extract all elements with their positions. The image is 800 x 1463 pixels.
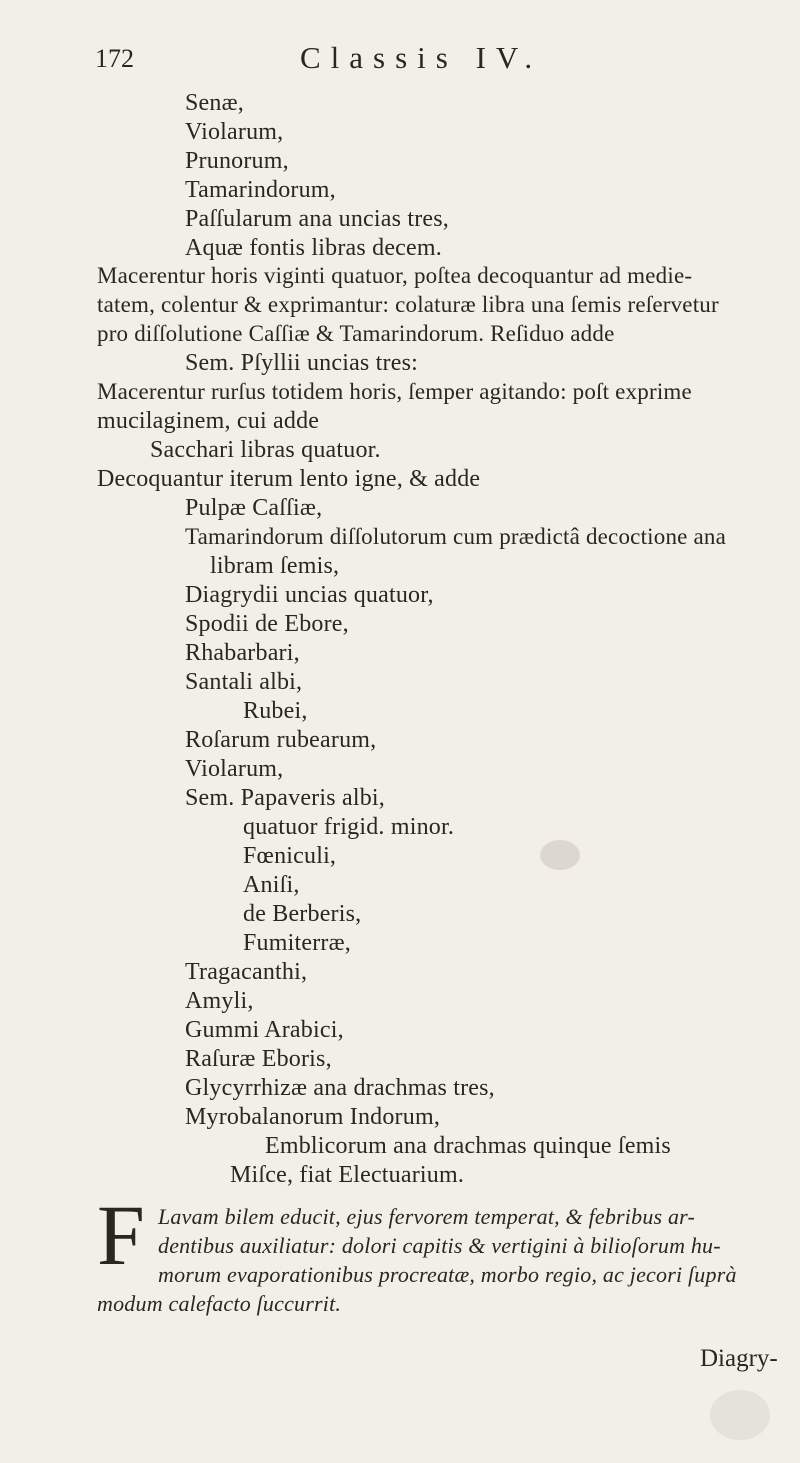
text-line: Tamarindorum, — [185, 177, 336, 203]
text-line: Glycyrrhizæ ana drachmas tres, — [185, 1075, 495, 1101]
text-line: Rhabarbari, — [185, 640, 300, 666]
text-line: Spodii de Ebore, — [185, 611, 349, 637]
catchword: Diagry- — [700, 1345, 778, 1372]
text-line: Sacchari libras quatuor. — [150, 437, 381, 463]
drop-cap: F — [97, 1187, 145, 1283]
paper-stain — [540, 840, 580, 870]
text-line: quatuor frigid. minor. — [243, 814, 455, 840]
text-line: Gummi Arabici, — [185, 1017, 344, 1043]
running-head: Classis IV. — [300, 40, 543, 75]
text-line: Paſſularum ana uncias tres, — [185, 206, 449, 232]
note-line: dentibus auxiliatur: dolori capitis & vertigini à bilioſorum hu- — [158, 1233, 721, 1258]
text-line: pro diſſolutione Caſſiæ & Tamarindorum. Reſiduo adde — [97, 321, 615, 346]
text-line: Sem. Pſyllii uncias tres: — [185, 350, 418, 376]
text-line: de Berberis, — [243, 901, 362, 927]
note-line: Lavam bilem educit, ejus fervorem temperat, & febribus ar- — [158, 1204, 696, 1229]
note-line: modum calefacto ſuccurrit. — [97, 1291, 342, 1316]
text-line: Fumiterræ, — [243, 930, 351, 956]
text-line: Miſce, fiat Electuarium. — [230, 1162, 465, 1188]
text-line: Roſarum rubearum, — [185, 727, 377, 753]
text-line: Amyli, — [185, 988, 254, 1014]
text-line: Senæ, — [185, 90, 245, 116]
text-line: Raſuræ Eboris, — [185, 1046, 332, 1072]
text-line: Fœniculi, — [243, 843, 337, 869]
text-line: Macerentur horis viginti quatuor, poſtea decoquantur ad medie- — [97, 263, 693, 288]
text-line: Sem. Papaveris albi, — [185, 785, 385, 811]
note-line: morum evaporationibus procreatæ, morbo regio, ac jecori ſuprà — [158, 1262, 737, 1287]
text-line: Tragacanthi, — [185, 959, 308, 985]
text-line: tatem, colentur & exprimantur: colaturæ libra una ſemis reſervetur — [97, 292, 719, 317]
text-line: Aniſi, — [243, 872, 300, 898]
text-line: Santali albi, — [185, 669, 303, 695]
text-line: libram ſemis, — [210, 553, 340, 579]
text-line: Rubei, — [243, 698, 308, 724]
page-number: 172 — [95, 44, 134, 73]
text-line: Aquæ fontis libras decem. — [185, 235, 442, 261]
text-line: Tamarindorum diſſolutorum cum prædictâ decoctione ana — [185, 524, 727, 549]
text-line: Prunorum, — [185, 148, 289, 174]
text-line: Diagrydii uncias quatuor, — [185, 582, 434, 608]
paper-stain — [710, 1390, 770, 1440]
text-line: Macerentur rurſus totidem horis, ſemper agitando: poſt exprime — [97, 379, 692, 404]
text-line: Pulpæ Caſſiæ, — [185, 495, 323, 521]
text-line: mucilaginem, cui adde — [97, 408, 320, 434]
text-line: Violarum, — [185, 119, 284, 145]
text-line: Emblicorum ana drachmas quinque ſemis — [265, 1133, 671, 1159]
text-line: Decoquantur iterum lento igne, & adde — [97, 466, 481, 492]
text-line: Myrobalanorum Indorum, — [185, 1104, 441, 1130]
text-line: Violarum, — [185, 756, 284, 782]
